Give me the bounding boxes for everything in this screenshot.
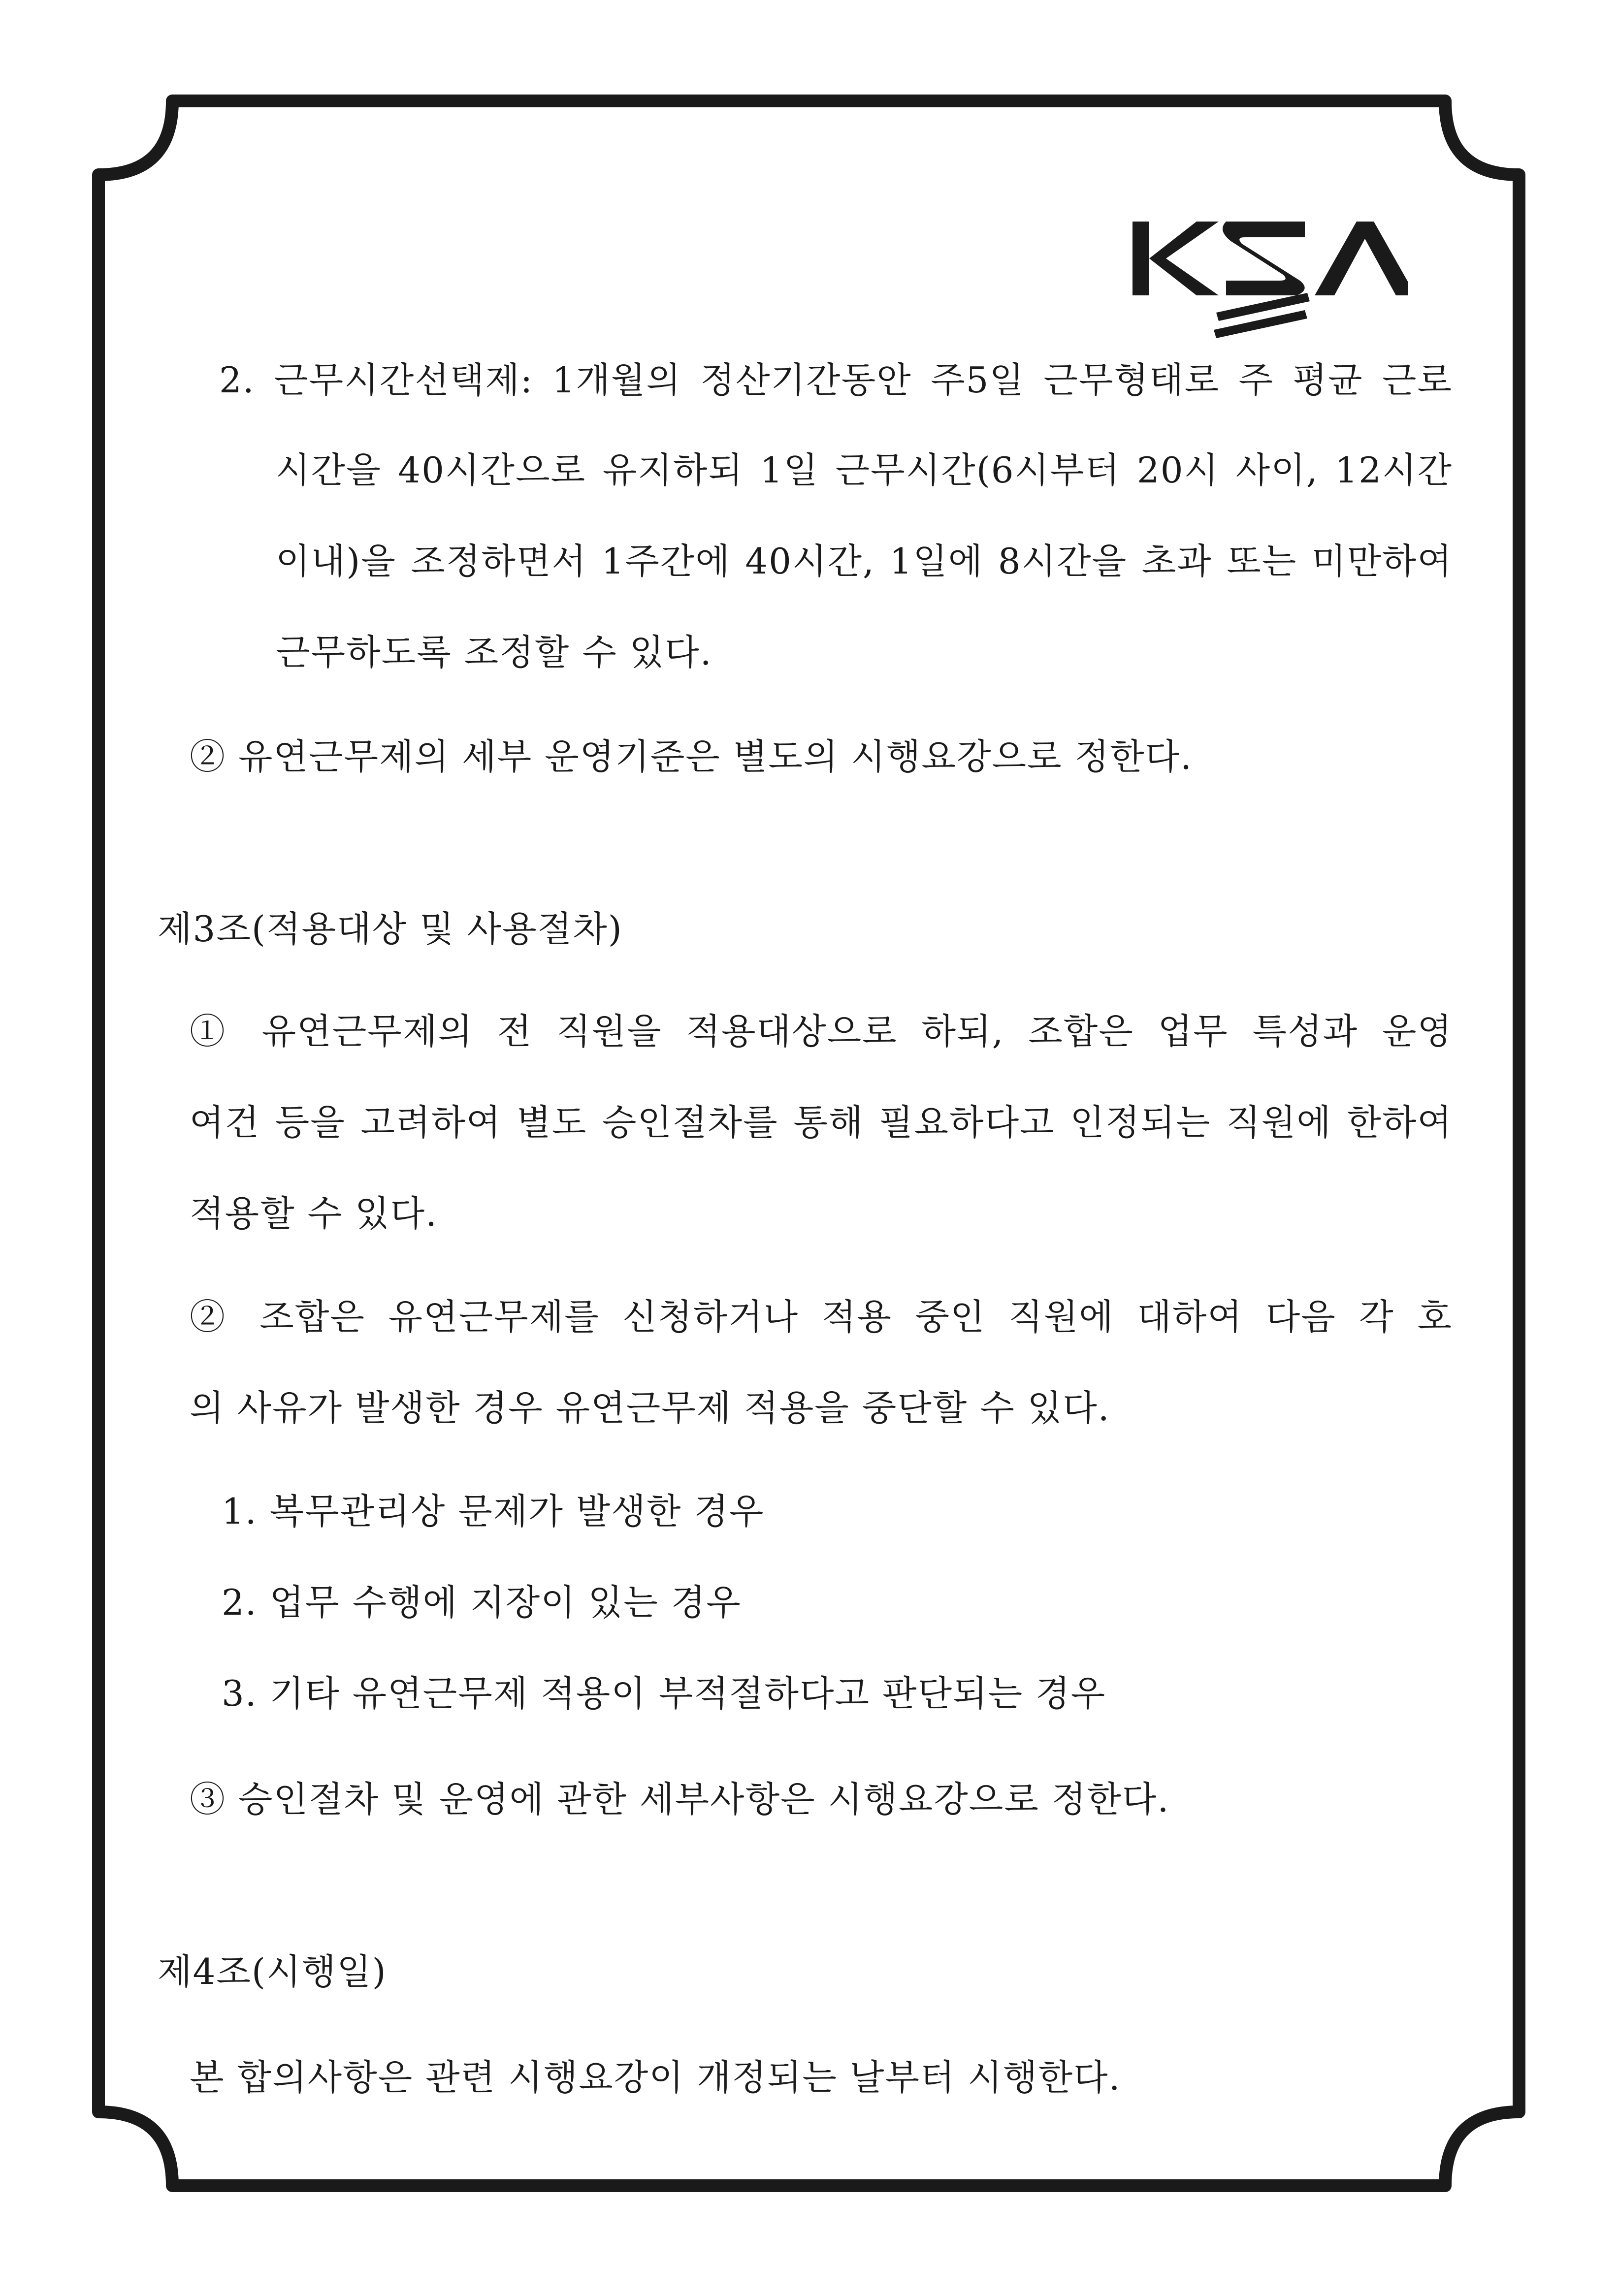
article3-item-1: 1. 복무관리상 문제가 발생한 경우 [222, 1491, 765, 1532]
item2-line-1: 2. 근무시간선택제: 1개월의 정산기간동안 주5일 근무형태로 주 평균 근로 [219, 359, 1453, 401]
article3-para2-line-2: 의 사유가 발생한 경우 유연근무제 적용을 중단할 수 있다. [190, 1387, 1110, 1429]
item2-line-4: 근무하도록 조정할 수 있다. [276, 632, 712, 673]
article3-para3: ③ 승인절차 및 운영에 관한 세부사항은 시행요강으로 정한다. [190, 1779, 1170, 1820]
item2-line-3: 이내)을 조정하면서 1주간에 40시간, 1일에 8시간을 초과 또는 미만하여 [276, 541, 1453, 582]
article3-para1-line-1: ① 유연근무제의 전 직원을 적용대상으로 하되, 조합은 업무 특성과 운영 [190, 1011, 1453, 1052]
item2-line-2: 시간을 40시간으로 유지하되 1일 근무시간(6시부터 20시 사이, 12시간 [276, 449, 1453, 491]
article3-item-3: 3. 기타 유연근무제 적용이 부적절하다고 판단되는 경우 [222, 1673, 1106, 1714]
ksa-logo [1133, 207, 1408, 354]
article3-item-2: 2. 업무 수행에 지장이 있는 경우 [222, 1582, 742, 1623]
article4-body: 본 합의사항은 관련 시행요강이 개정되는 날부터 시행한다. [190, 2057, 1121, 2098]
article3-title: 제3조(적용대상 및 사용절차) [158, 908, 623, 950]
article3-para1-line-2: 여건 등을 고려하여 별도 승인절차를 통해 필요하다고 인정되는 직원에 한하여 [190, 1102, 1453, 1143]
article3-para2-line-1: ② 조합은 유연근무제를 신청하거나 적용 중인 직원에 대하여 다음 각 호 [190, 1296, 1453, 1338]
article2-para2: ② 유연근무제의 세부 운영기준은 별도의 시행요강으로 정한다. [190, 736, 1193, 777]
article3-para1-line-3: 적용할 수 있다. [190, 1193, 438, 1234]
article4-title: 제4조(시행일) [158, 1951, 387, 1992]
